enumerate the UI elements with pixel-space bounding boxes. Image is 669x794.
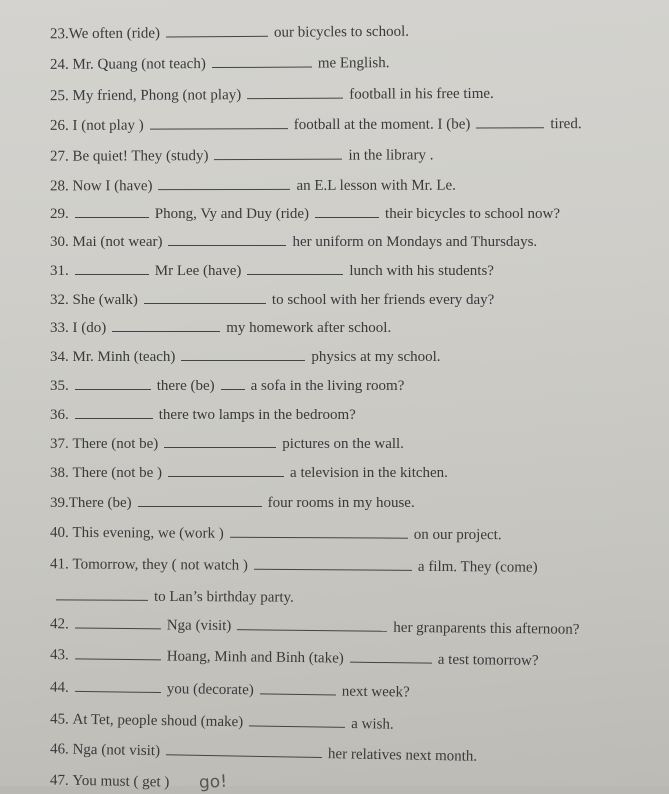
item-number: 28. [49,178,69,195]
item-continuation: a test tomorrow? [437,651,539,669]
item-number: 39. [50,495,69,511]
exercise-39 [50,494,415,512]
answer-blank[interactable] [138,494,262,507]
exercise-32 [50,291,494,309]
answer-blank[interactable] [476,115,544,128]
item-prompt: Nga (visit) [166,617,232,635]
item-continuation: her relatives next month. [327,746,478,765]
item-number: 42. [49,616,69,633]
item-continuation: next week? [341,683,410,701]
item-number: 25. [49,88,69,105]
item-prompt: I (do) [72,320,107,336]
item-prompt: There (not be) [72,436,159,452]
item-prompt: This evening, we (work ) [72,524,224,542]
item-number: 34. [50,349,69,365]
answer-blank[interactable] [75,646,161,660]
item-number: 33. [50,320,69,336]
exercise-41-continued [50,587,294,606]
exercise-38 [50,464,448,482]
item-continuation: in the library . [348,147,434,164]
item-prompt: there (be) [156,378,215,394]
answer-blank[interactable] [315,205,379,218]
exercise-35 [50,377,404,395]
answer-blank[interactable] [150,116,288,129]
item-continuation: lunch with his students? [349,263,494,279]
item-continuation: her granparents this afternoon? [393,619,580,638]
item-continuation: me English. [317,55,390,72]
answer-blank[interactable] [350,650,432,664]
answer-blank[interactable] [164,435,276,448]
item-continuation: a wish. [351,716,394,733]
item-continuation: football in his free time. [349,85,494,103]
item-prompt: to Lan’s birthday party. [153,588,294,606]
item-continuation: my homework after school. [226,320,392,336]
answer-blank[interactable] [221,377,245,390]
answer-blank[interactable] [158,177,290,190]
item-prompt: There (be) [68,495,132,511]
answer-blank[interactable] [254,557,412,571]
answer-blank[interactable] [144,291,266,304]
item-prompt: At Tet, people shoud (make) [72,711,244,731]
item-prompt: I (not play ) [72,117,144,134]
item-number: 26. [49,117,69,134]
item-continuation: their bicycles to school now? [385,206,561,222]
answer-blank[interactable] [230,525,408,539]
item-prompt: Now I (have) [72,178,153,195]
exercise-23 [50,23,409,44]
item-prompt: there two lamps in the bedroom? [158,407,356,423]
exercise-36 [50,406,356,424]
item-prompt: Tomorrow, they ( not watch ) [72,556,248,574]
item-continuation: our bicycles to school. [273,23,410,41]
item-prompt: Be quiet! They (study) [72,148,209,165]
exercise-27 [50,146,433,165]
item-prompt: Mr Lee (have) [154,263,242,279]
item-number: 23. [49,26,69,43]
exercise-30 [50,233,537,251]
answer-blank[interactable] [75,406,153,419]
item-prompt: Hoang, Minh and Binh (take) [166,648,344,667]
item-prompt: There (not be ) [72,465,163,481]
answer-blank[interactable] [56,587,148,600]
item-number: 30. [50,234,69,250]
answer-blank[interactable] [75,377,151,390]
answer-blank[interactable] [112,319,220,332]
item-continuation: a television in the kitchen. [290,465,448,481]
item-prompt: My friend, Phong (not play) [72,87,242,105]
item-number: 24. [49,56,69,73]
exercise-45 [50,710,394,733]
item-number: 40. [49,524,69,541]
item-continuation: pictures on the wall. [282,436,404,452]
item-continuation: an E.L lesson with Mr. Le. [296,177,456,194]
exercise-28 [50,177,456,196]
item-prompt: Mr. Quang (not teach) [72,56,206,73]
answer-blank[interactable] [214,147,342,160]
item-number: 31. [50,263,69,279]
item-number: 44. [49,679,69,696]
answer-blank[interactable] [181,348,305,361]
exercise-37 [50,435,404,453]
item-number: 45. [49,711,69,728]
exercise-24 [50,54,390,74]
exercise-47 [50,770,228,792]
item-number: 37. [50,436,69,452]
exercise-46 [50,740,477,765]
item-number: 27. [49,148,69,165]
exercise-41 [50,555,538,576]
exercise-26 [50,115,582,135]
exercise-44 [50,678,410,701]
item-number: 47. [49,772,69,789]
item-continuation: physics at my school. [311,349,441,365]
item-number: 46. [49,741,69,758]
answer-blank[interactable] [247,86,343,100]
answer-blank[interactable] [237,617,387,632]
item-number: 36. [50,407,69,423]
item-continuation: to school with her friends every day? [271,292,495,308]
exercise-42 [50,615,580,639]
answer-blank[interactable] [75,679,161,693]
item-ending: tired. [550,116,582,133]
exercise-43 [50,646,539,670]
answer-blank[interactable] [75,205,149,218]
item-continuation: on our project. [413,526,502,544]
item-prompt: Nga (not visit) [72,741,161,760]
item-prompt: We often (ride) [68,25,161,43]
exercise-29 [50,205,560,223]
item-number: 43. [49,647,69,664]
item-number: 29. [50,206,69,222]
answer-blank[interactable] [249,713,345,728]
item-continuation: a sofa in the living room? [250,378,405,394]
item-continuation: four rooms in my house. [267,495,415,511]
exercise-25 [50,85,494,105]
answer-blank[interactable] [75,262,149,275]
exercise-34 [50,348,441,366]
item-prompt: Phong, Vy and Duy (ride) [154,206,310,222]
exercise-31 [50,262,494,280]
answer-blank[interactable] [166,742,322,758]
item-continuation: a film. They (come) [417,558,538,576]
item-number: 38. [50,465,69,481]
item-prompt: She (walk) [72,292,138,308]
item-continuation: football at the moment. I (be) [293,116,471,134]
answer-blank[interactable] [166,24,268,38]
answer-blank[interactable] [212,55,312,69]
answer-blank[interactable] [168,464,284,477]
item-prompt: Mr. Minh (teach) [72,349,176,365]
answer-blank[interactable] [75,615,161,629]
item-prompt: you (decorate) [166,681,254,699]
exercise-33 [50,319,391,337]
handwritten-answer: go! [198,771,228,794]
answer-blank[interactable] [260,681,336,695]
item-number: 32. [50,292,69,308]
item-continuation: her uniform on Mondays and Thursdays. [292,234,538,250]
item-number: 35. [50,378,69,394]
exercise-40 [50,524,502,544]
answer-blank[interactable] [247,262,343,275]
item-prompt: Mai (not wear) [72,234,163,250]
item-prompt: You must ( get ) [72,772,170,791]
item-number: 41. [49,556,69,573]
answer-blank[interactable] [168,233,286,246]
